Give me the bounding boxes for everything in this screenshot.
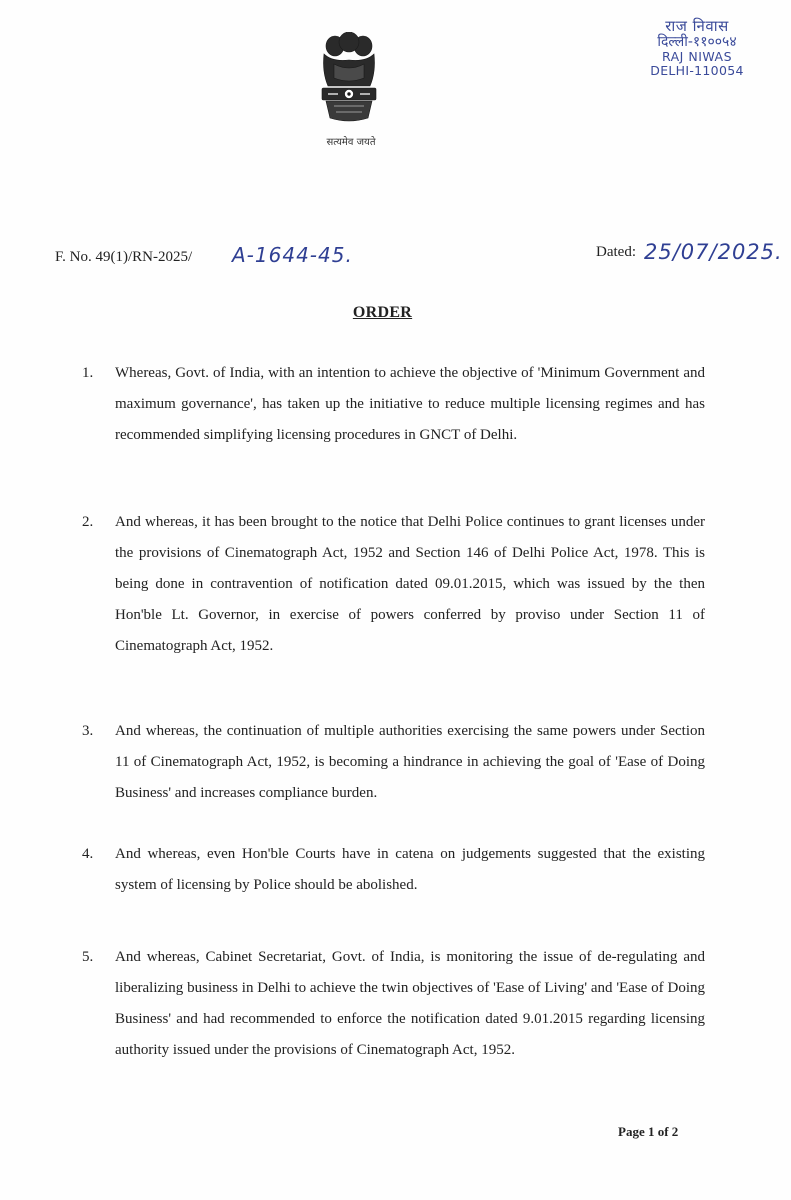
reference-line [55,240,783,280]
dated-label: Dated: [596,243,636,260]
file-number-handwritten: A-1644-45. [232,243,353,267]
emblem-motto: सत्यमेव जयते [326,137,376,148]
stamp-line-english-city: DELHI-110054 [650,63,744,79]
dated-value-handwritten: 25/07/2025. [643,240,783,264]
stamp-line-english-title: RAJ NIWAS [661,49,733,65]
paragraph-text: And whereas, it has been brought to the notice that Delhi Police continues to grant licenses under the provisions of Cinematograph Act, 1952 and Section 146 of Delhi Police Act, 1978. This is being done in contravention of notification dated 09.01.2015, which was issued by the then Hon'ble Lt. Governor, in exercise of powers conferred by proviso under Section 11 of Cinematograph Act, 1952. [115,514,705,654]
page-number: Page 1 of 2 [618,1124,679,1139]
paragraph-number: 5. [82,949,94,965]
paragraph-text: And whereas, even Hon'ble Courts have in catena on judgements suggested that the existing system of licensing by Police should be abolished. [115,846,705,893]
paragraph-text: Whereas, Govt. of India, with an intention to achieve the objective of 'Minimum Government and maximum governance', has taken up the initiative to reduce multiple licensing regimes and has recommended simplifying licensing procedures in GNCT of Delhi. [115,365,705,443]
paragraph-number: 3. [82,723,94,739]
paragraph-text: And whereas, the continuation of multiple authorities exercising the same powers under Section 11 of Cinematograph Act, 1952, is becoming a hindrance in achieving the goal of 'Ease of Doing Business' and increases compliance burden. [115,723,705,801]
paragraph-number: 4. [82,846,94,862]
stamp-line-hindi-title: राज निवास [665,17,729,35]
paragraph-number: 2. [82,514,94,530]
paragraph-text: And whereas, Cabinet Secretariat, Govt. of India, is monitoring the issue of de-regulating and liberalizing business in Delhi to achieve the twin objectives of 'Ease of Living' and 'Ease of Doing Business' and had recommended to enforce the notification dated 9.01.2015 regarding licensing authority issued under the provisions of Cinematograph Act, 1952. [115,949,705,1058]
stamp-line-hindi-city: दिल्ली-११००५४ [657,33,737,50]
raj-niwas-stamp [632,18,762,78]
paragraph-number: 1. [82,365,94,381]
order-title: ORDER [352,304,413,321]
file-number-printed: F. No. 49(1)/RN-2025/ [55,249,193,265]
state-emblem-icon [314,32,384,132]
dated-block [596,240,783,264]
